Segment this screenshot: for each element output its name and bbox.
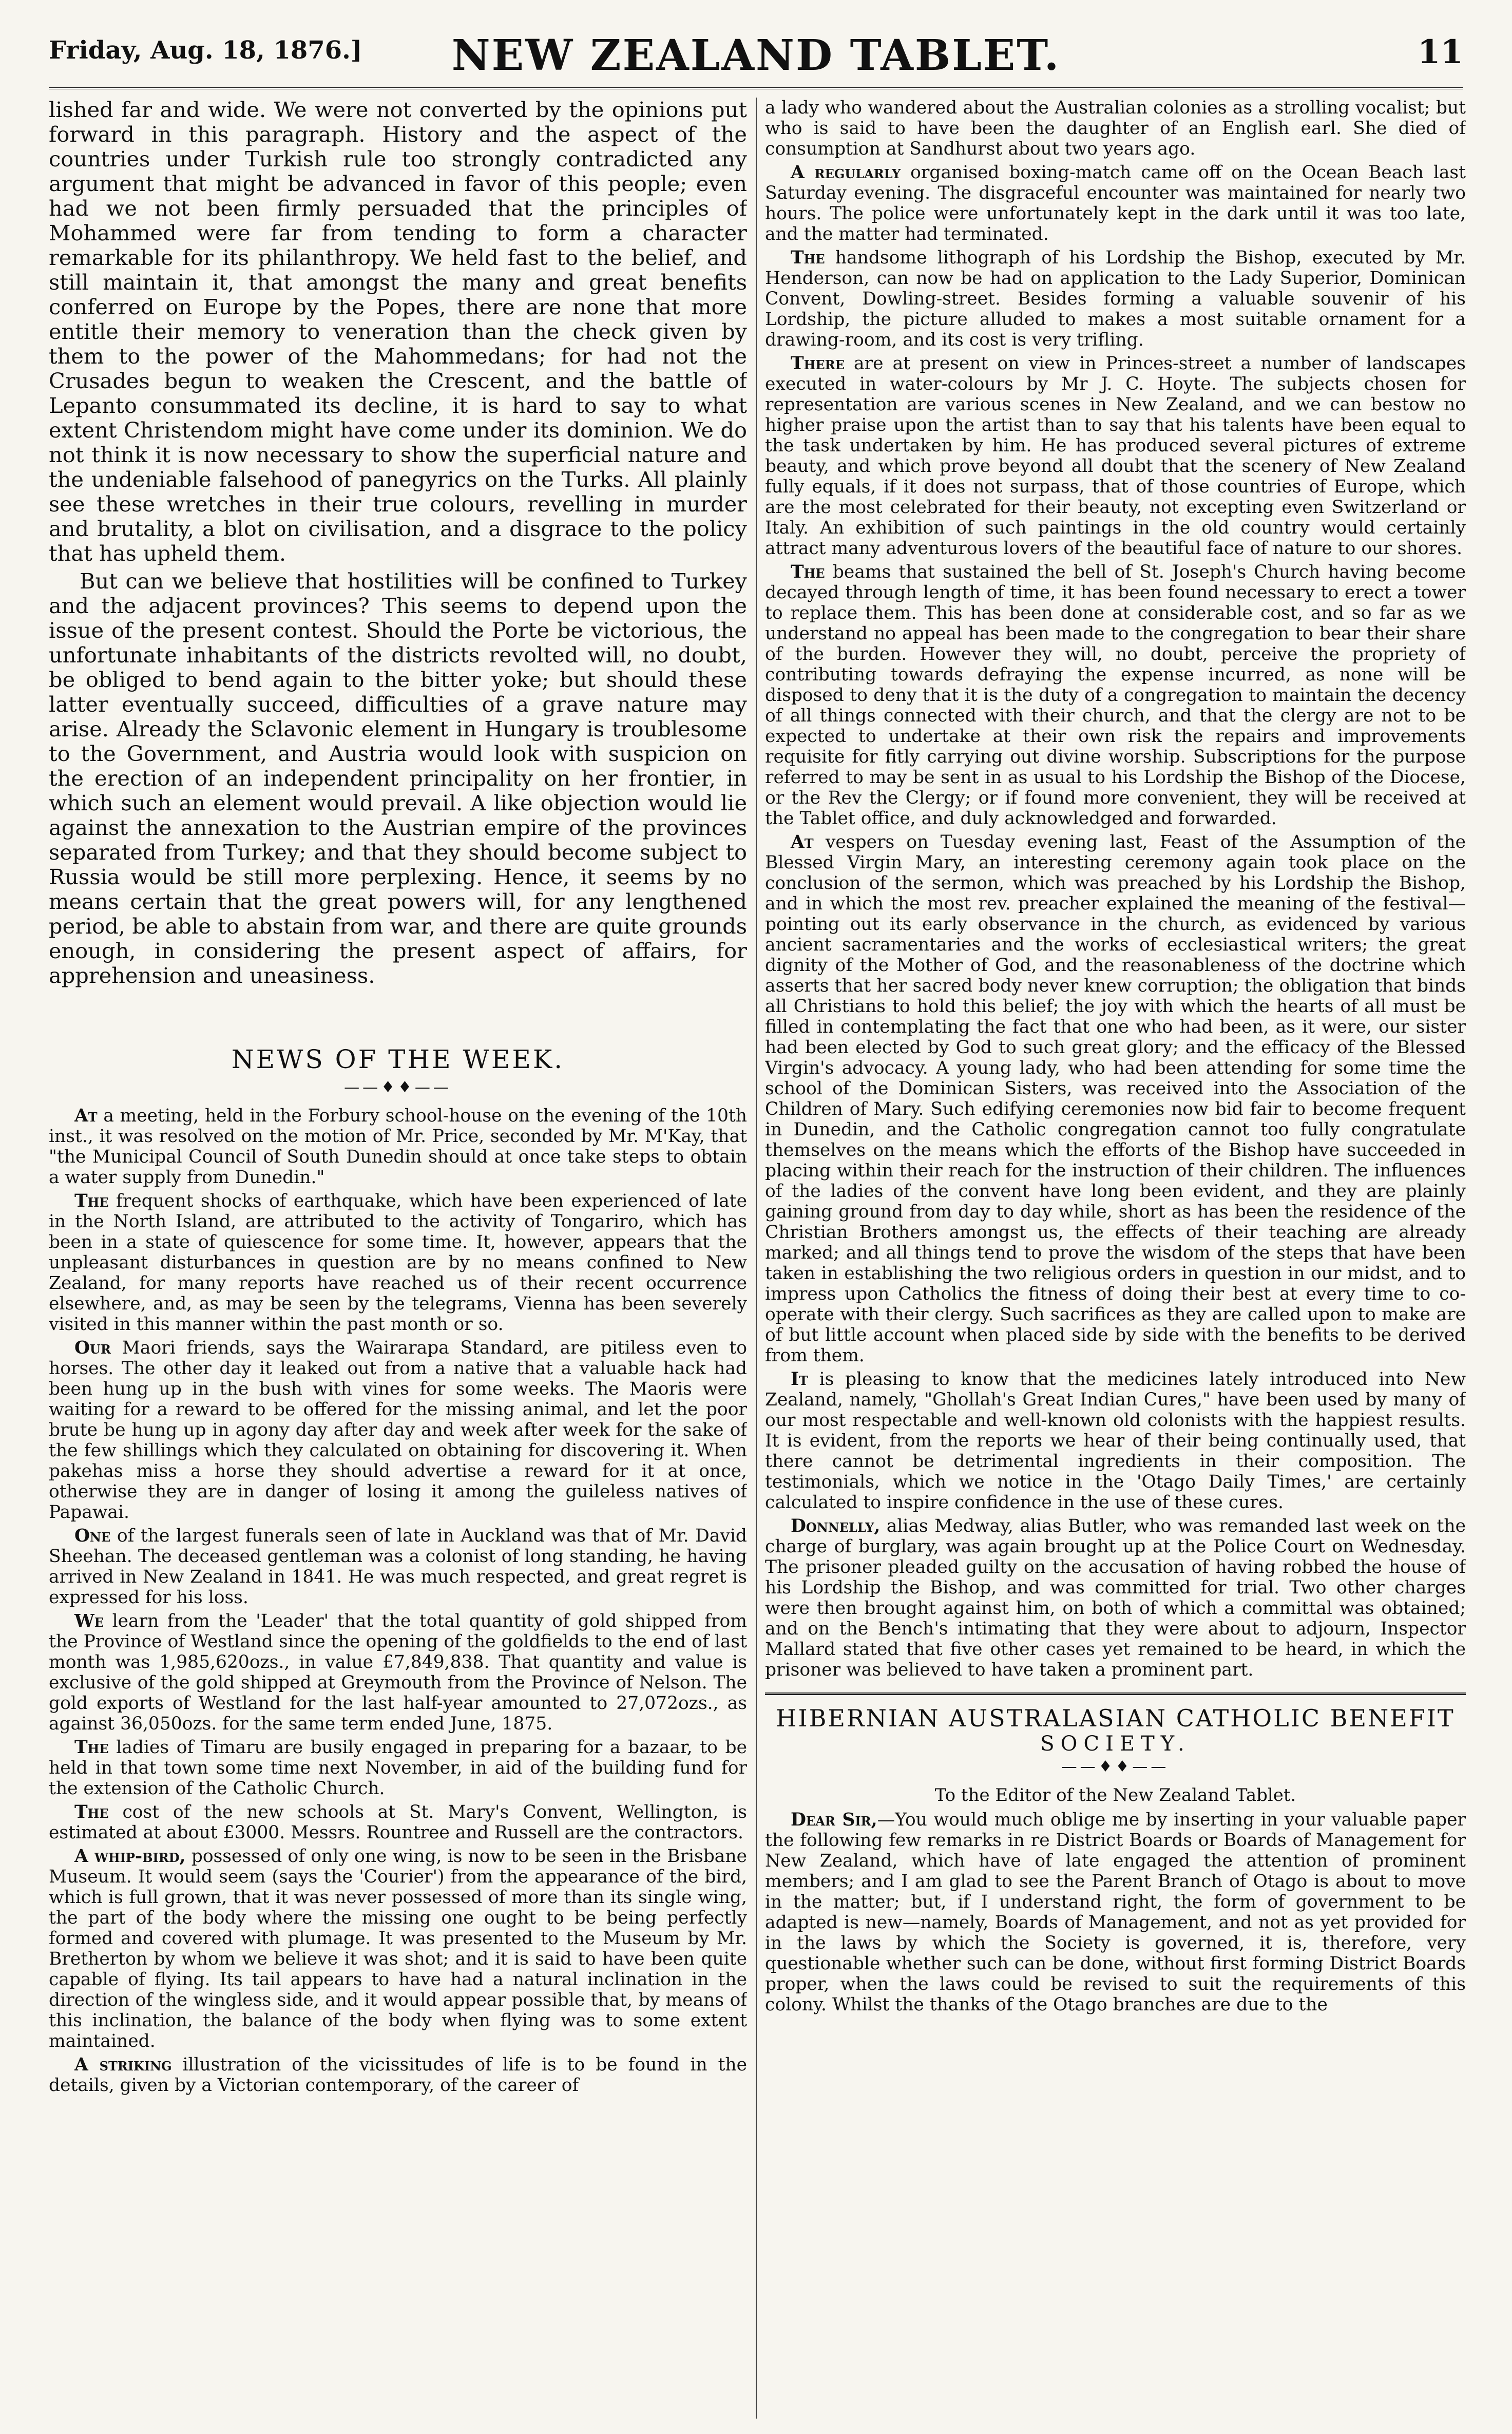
heading-ornament: ——♦♦—— bbox=[1061, 1758, 1170, 1776]
news-item: There are at present on view in Princes-street a number of landscapes executed in water-colours by Mr J. C. Hoyte. The subjects chosen for representation are various scenes in New Zealand, and we can bestow no higher praise upon the artist than to say that his talents have been equal to the task undertaken by him. He has produced several pictures of extreme beauty, and which prove beyond all doubt that the scenery of New Zealand fully equals, if it does not surpass, that of those countries of Europe, which are the most celebrated for their beauty, not excepting even Switzerland or Italy. An exhibition of such paintings in the old country would certainly attract many adventurous lovers of the beautiful face of nature to our shores. bbox=[765, 353, 1466, 559]
news-item: The frequent shocks of earthquake, which have been experienced of late in the North Island, are attributed to the activity of Tongariro, which has been in a state of quiescence for some time. It, however, appears that the unpleasant disturbances in question are by no means confined to New Zealand, for many reports have reached us of their recent occurrence elsewhere, and, as may be seen by the telegrams, Vienna has been severely visited in this manner within the past month or so. bbox=[49, 1191, 747, 1335]
to-the-editor-line: To the Editor of the New Zealand Tablet. bbox=[934, 1785, 1296, 1805]
news-item: Our Maori friends, says the Wairarapa Standard, are pitiless even to horses. The other day it leaked out from a native that a valuable hack had been hung up in the bush with vines for some weeks. The Maoris were waiting for a reward to be offered for the missing animal, and let the poor brute be hung up in agony day after day and week after week for the sake of the few shillings which they calculated on obtaining for discovering it. When pakehas miss a horse they should advertise a reward for it at once, otherwise they are in danger of losing it among the guileless natives of Papawai. bbox=[49, 1338, 747, 1523]
news-item: At vespers on Tuesday evening last, Feast of the Assumption of the Blessed Virgin Mary, an interesting ceremony again took place on the conclusion of the sermon, which was preached by his Lordship the Bishop, and in which the most rev. preacher explained the meaning of the festival—pointing out its early observance in the church, as evidenced by various ancient sacramentaries and the works of ecclesiastical writers; the great dignity of the Mother of God, and the reasonableness of the doctrine which asserts that her sacred body never knew corruption; the obligation that binds all Christians to hold this belief; the joy with which the hearts of all must be filled in contemplating the fact that one who had been, as it were, our sister had been elected by God to such great glory; and the efficacy of the Blessed Virgin's advocacy. A young lady, who had been attending for some time the school of the Dominican Sisters, was received into the Association of the Children of Mary. Such edifying ceremonies now bid fair to become frequent in Dunedin, and the Catholic congregation cannot too fully congratulate themselves on the means which the efforts of the Bishop have succeeded in placing within their reach for the instruction of their children. The influences of the ladies of the convent have long been evident, and they are plainly gaining ground from day to day while, short as has been the residence of the Christian Brothers amongst us, the effects of their teaching are already marked; and all things tend to prove the wisdom of the steps that have been taken in establishing the two religious orders in question in our midst, and to impress upon Catholics the fitness of doing their best at every time to co-operate with their clergy. Such sacrifices as they are called upon to make are of but little account when placed side by side with the benefits to be derived from them. bbox=[765, 832, 1466, 1366]
news-of-the-week-heading: NEWS OF THE WEEK. bbox=[231, 1044, 565, 1074]
news-item: Donnelly, alias Medway, alias Butler, who was remanded last week on the charge of burglary, was again brought up at the Police Court on Wednesday. The prisoner pleaded guilty on the accusation of having robbed the house of his Lordship the Bishop, and was committed for trial. Two other charges were then brought against him, on both of which a committal was obtained; and on the Bench's intimating that they were about to adjourn, Inspector Mallard stated that five other cases yet remained to be heard, in which the prisoner was believed to have taken a prominent part. bbox=[765, 1516, 1466, 1680]
editorial-article bbox=[49, 98, 747, 988]
section-rule bbox=[765, 1693, 1466, 1695]
news-item: The handsome lithograph of his Lordship the Bishop, executed by Mr. Henderson, can now be had on application to the Lady Superior, Dominican Convent, Dowling-street. Besides forming a valuable souvenir of his Lordship, the picture alluded to makes a most suitable ornament for a drawing-room, and its cost is very trifling. bbox=[765, 248, 1466, 350]
news-item: A regularly organised boxing-match came off on the Ocean Beach last Saturday evening. The disgraceful encounter was maintained for nearly two hours. The police were unfortunately kept in the dark until it was too late, and the matter had terminated. bbox=[765, 162, 1466, 244]
letter-to-editor bbox=[765, 1810, 1466, 2015]
news-item: The beams that sustained the bell of St. Joseph's Church having become decayed through length of time, it has been found necessary to erect a tower to replace them. This has been done at considerable cost, and so far as we understand no appeal has been made to the congregation to bear their share of the burden. However they will, no doubt, perceive the propriety of contributing towards defraying the expense incurred, as none will be disposed to deny that it is the duty of a congregation to maintain the decency of all things connected with their church, and that the clergy are not to be expected to undertake at their own risk the repairs and improvements requisite for fitly carrying out divine worship. Subscriptions for the purpose referred to may be sent in as usual to his Lordship the Bishop of the Diocese, or the Rev the Clergy; or if found more convenient, they will be received at the Tablet office, and duly acknowledged and forwarded. bbox=[765, 562, 1466, 829]
news-item: It is pleasing to know that the medicines lately introduced into New Zealand, namely, "Ghollah's Great Indian Cures," have been used by many of our most respectable and well-known old colonists with the happiest results. It is evident, from the reports we hear of their being continually used, that there cannot be detrimental ingredients in their composition. The testimonials, which we notice in the 'Otago Daily Times,' are certainly calculated to inspire confidence in the use of these cures. bbox=[765, 1369, 1466, 1513]
column-divider bbox=[756, 98, 757, 2419]
news-item: A striking illustration of the vicissitudes of life is to be found in the details, given by a Victorian contemporary, of the career of bbox=[49, 2055, 747, 2096]
left-column bbox=[49, 98, 747, 2419]
right-column bbox=[765, 98, 1466, 2419]
page-number: 11 bbox=[1417, 33, 1463, 71]
society-heading-line-2: SOCIETY. bbox=[1040, 1732, 1191, 1756]
news-items bbox=[49, 1106, 747, 2096]
letter-paragraph: Dear Sir,—You would much oblige me by inserting in your valuable paper the following few remarks in re District Boards or Boards of Management for New Zealand, which have of late engaged the attention of prominent members; and I am glad to see the Parent Branch of Otago is about to move in the matter; but, if I understand right, the form of government to be adapted is new—namely, Boards of Management, and not as yet provided for in the laws by which the Society is governed, it is, therefore, very questionable whether such can be done, without first forming District Boards proper, when the laws could be revised to suit the requirements of this colony. Whilst the thanks of the Otago branches are due to the bbox=[765, 1810, 1466, 2015]
news-item: One of the largest funerals seen of late in Auckland was that of Mr. David Sheehan. The deceased gentleman was a colonist of long standing, he having arrived in New Zealand in 1841. He was much respected, and great regret is expressed for his loss. bbox=[49, 1526, 747, 1608]
editorial-paragraph: lished far and wide. We were not converted by the opinions put forward in this paragraph. History and the aspect of the countries under Turkish rule too strongly contradicted any argument that might be advanced in favor of this people; even had we not been firmly persuaded that the principles of Mohammed were far from tending to form a character remarkable for its philanthropy. We held fast to the belief, and still maintain it, that amongst the many and great benefits conferred on Europe by the Popes, there are none that more entitle their memory to veneration than the check given by them to the power of the Mahommedans; for had not the Crusades begun to weaken the Crescent, and the battle of Lepanto consummated its decline, it is hard to say to what extent Christendom might have come under its dominion. We do not think it is now necessary to show the superficial nature and the undeniable falsehood of panegyrics on the Turks. All plainly see these wretches in their true colours, revelling in murder and brutality, a blot on civilisation, and a disgrace to the policy that has upheld them. bbox=[49, 98, 747, 566]
heading-ornament: ——♦♦—— bbox=[344, 1078, 452, 1096]
news-item: At a meeting, held in the Forbury school-house on the evening of the 10th inst., it was resolved on the motion of Mr. Price, seconded by Mr. M'Kay, that "the Municipal Council of South Dunedin should at once take steps to obtain a water supply from Dunedin." bbox=[49, 1106, 747, 1188]
newspaper-title: NEW ZEALAND TABLET. bbox=[451, 31, 1061, 80]
masthead bbox=[49, 31, 1463, 89]
news-item: We learn from the 'Leader' that the total quantity of gold shipped from the Province of Westland since the opening of the goldfields to the end of last month was 1,985,620ozs., in value £7,849,838. That quantity and value is exclusive of the gold shipped at Greymouth from the Province of Nelson. The gold exports of Westland for the last half-year amounted to 27,072ozs., as against 36,050ozs. for the same term ended June, 1875. bbox=[49, 1611, 747, 1734]
news-item: The ladies of Timaru are busily engaged in preparing for a bazaar, to be held in that town some time next November, in aid of the building fund for the extension of the Catholic Church. bbox=[49, 1737, 747, 1799]
news-item: a lady who wandered about the Australian colonies as a strolling vocalist; but who is said to have been the daughter of an English earl. She died of consumption at Sandhurst about two years ago. bbox=[765, 98, 1466, 159]
society-heading: HIBERNIAN AUSTRALASIAN CATHOLIC BENEFIT bbox=[776, 1704, 1455, 1732]
news-item: The cost of the new schools at St. Mary's Convent, Wellington, is estimated at about £3000. Messrs. Rountree and Russell are the contractors. bbox=[49, 1802, 747, 1843]
editorial-paragraph: But can we believe that hostilities will be confined to Turkey and the adjacent provinces? This seems to depend upon the issue of the present contest. Should the Porte be victorious, the unfortunate inhabitants of the districts revolted will, no doubt, be obliged to bend again to the bitter yoke; but should these latter eventually succeed, difficulties of a grave nature may arise. Already the Sclavonic element in Hungary is troublesome to the Government, and Austria would look with suspicion on the erection of an independent principality on her frontier, in which such an element would prevail. A like objection would lie against the annexation to the Austrian empire of the provinces separated from Turkey; and that they should become subject to Russia would be still more perplexing. Hence, it seems by no means certain that the great powers will, for any lengthened period, be able to abstain from war, and there are quite grounds enough, in considering the present aspect of affairs, for apprehension and uneasiness. bbox=[49, 568, 747, 988]
news-item: A whip-bird, possessed of only one wing, is now to be seen in the Brisbane Museum. It would seem (says the 'Courier') from the appearance of the bird, which is full grown, that it was never possessed of more than its single wing, the part of the body where the missing one ought to be being perfectly formed and covered with plumage. It was presented to the Museum by Mr. Bretherton by whom we believe it was shot; and it is said to have been quite capable of flying. Its tail appears to have had a natural inclination in the direction of the wingless side, and it would appear possible that, by means of this inclination, the balance of the body when flying was to some extent maintained. bbox=[49, 1846, 747, 2051]
news-items-continued bbox=[765, 98, 1466, 1680]
issue-date: Friday, Aug. 18, 1876.] bbox=[49, 36, 362, 65]
